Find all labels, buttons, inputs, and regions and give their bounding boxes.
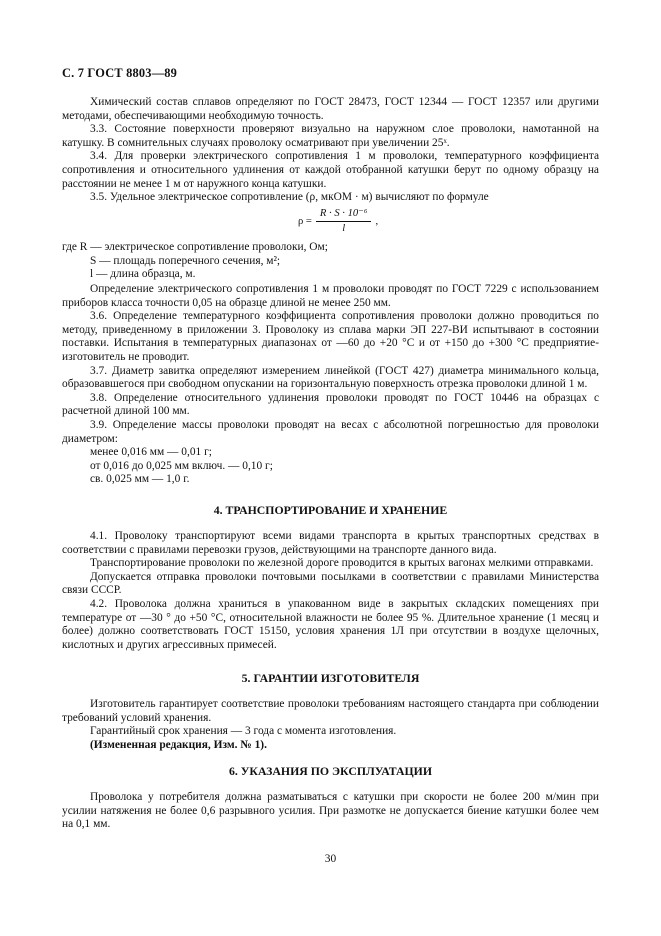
formula-denominator: l: [342, 223, 346, 234]
paragraph-3-6: 3.6. Определение температурного коэффициента сопротивления проволоки должно проводиться по методу, приведенному в приложении 3. Проволоку из сплава марки ЭП 227-ВИ испытывают в состоянии поставки. Испытания в температурных диапазонах от —60 до +20 °С и от +150 до +300 °С предприятие-изготовитель не проводит.: [62, 310, 599, 363]
paragraph-3-9: 3.9. Определение массы проволоки проводят на весах с абсолютной погрешностью для проволоки диаметром:: [62, 418, 599, 445]
paragraph-3-4: 3.4. Для проверки электрического сопротивления 1 м проволоки, температурного коэффициента сопротивления и относительного удлинения от каждой отобранной катушки берут по одному образцу на расстоянии не менее 1 м от наружного конца катушки.: [62, 150, 599, 190]
legend-r: где R — электрическое сопротивление проволоки, Ом;: [62, 241, 328, 253]
paragraph-4-1-rail: Транспортирование проволоки по железной дороге проводится в крытых вагонах мелкими отправками.: [90, 557, 594, 570]
paragraph-3-3: 3.3. Состояние поверхности проверяют визуально на наружном слое проволоки, намотанной на катушку. В сомнительных случаях проволоку осматривают при увеличении 25ˣ.: [62, 123, 599, 149]
paragraph-3-5: 3.5. Удельное электрическое сопротивление (ρ, мкОМ · м) вычисляют по формуле: [90, 191, 489, 204]
amendment-note: (Измененная редакция, Изм. № 1).: [90, 738, 267, 751]
formula-lhs: ρ =: [298, 215, 312, 227]
paragraph-4-1-post: Допускается отправка проволоки почтовыми посылками в соответствии с правилами Министерства связи СССР.: [62, 570, 599, 597]
mass-item-3: св. 0,025 мм — 1,0 г.: [90, 473, 190, 486]
paragraph-3-7: 3.7. Диаметр завитка определяют измерением линейкой (ГОСТ 427) диаметра минимального кольца, образовавшегося при свободном опускании на горизонтальную поверхность отрезка проволоки длиной 1 м.: [62, 364, 599, 391]
section-6-title: 6. УКАЗАНИЯ ПО ЭКСПЛУАТАЦИИ: [228, 764, 433, 778]
section-4-body: [62, 530, 599, 652]
formula-numerator: R · S · 10⁻⁶: [316, 208, 372, 222]
paragraph-5-guarantee: Изготовитель гарантирует соответствие проволоки требованиям настоящего стандарта при соблюдении требований условий хранения.: [62, 698, 599, 724]
paragraph-4-2: 4.2. Проволока должна храниться в упакованном виде в закрытых складских помещениях при температуре от —30 ° до +50 °С, относительной влажности не более 95 %. Длительное хранение (1 месяц и более) должно соответствовать ГОСТ 15150, условия хранения 1Л при отсутствии в воздухе щелочных, кислотных и других агрессивных примесей.: [62, 597, 599, 651]
section-4-title: 4. ТРАНСПОРТИРОВАНИЕ И ХРАНЕНИЕ: [213, 503, 448, 517]
mass-item-2: от 0,016 до 0,025 мм включ. — 0,10 г;: [90, 459, 273, 472]
mass-item-1: менее 0,016 мм — 0,01 г;: [90, 446, 212, 459]
legend-l: l — длина образца, м.: [90, 268, 196, 281]
paragraph-5-shelf-life: Гарантийный срок хранения — 3 года с момента изготовления.: [90, 725, 397, 738]
formula-fraction: [316, 208, 372, 235]
formula-tail: ,: [375, 215, 379, 227]
legend-s: S — площадь поперечного сечения, м²;: [90, 254, 281, 267]
paragraph-4-1: 4.1. Проволоку транспортируют всеми видами транспорта в крытых транспортных средствах в соответствии с правилами перевозки грузов, действующими на транспорте данного вида.: [62, 530, 599, 556]
section-5-title: 5. ГАРАНТИИ ИЗГОТОВИТЕЛЯ: [241, 671, 420, 685]
section-6-body: [62, 791, 599, 832]
page-header: С. 7 ГОСТ 8803—89: [62, 66, 178, 80]
section-3-methods: [62, 283, 599, 487]
resistivity-formula: [298, 208, 378, 235]
page-number: 30: [324, 853, 337, 865]
paragraph-3-8: 3.8. Определение относительного удлинения проволоки проводят по ГОСТ 10446 на образцах с расчетной длиной 100 мм.: [62, 391, 599, 418]
section-5-body: [62, 698, 599, 752]
paragraph-resistance-definition: Определение электрического сопротивления 1 м проволоки проводят по ГОСТ 7229 с использованием приборов класса точности 0,05 на образце длиной не менее 250 мм.: [62, 283, 599, 309]
section-3-continued: [62, 96, 599, 205]
paragraph-chemical-composition: Химический состав сплавов определяют по ГОСТ 28473, ГОСТ 12344 — ГОСТ 12357 или другими методами, обеспечивающими необходимую точность.: [62, 96, 599, 122]
paragraph-6-operation: Проволока у потребителя должна разматываться с катушки при скорости не более 200 м/мин при усилии натяжения не более 0,6 разрывного усилия. При размотке не допускается биение катушки более чем на 0,1 мм.: [62, 791, 599, 831]
formula-legend: [62, 241, 599, 282]
